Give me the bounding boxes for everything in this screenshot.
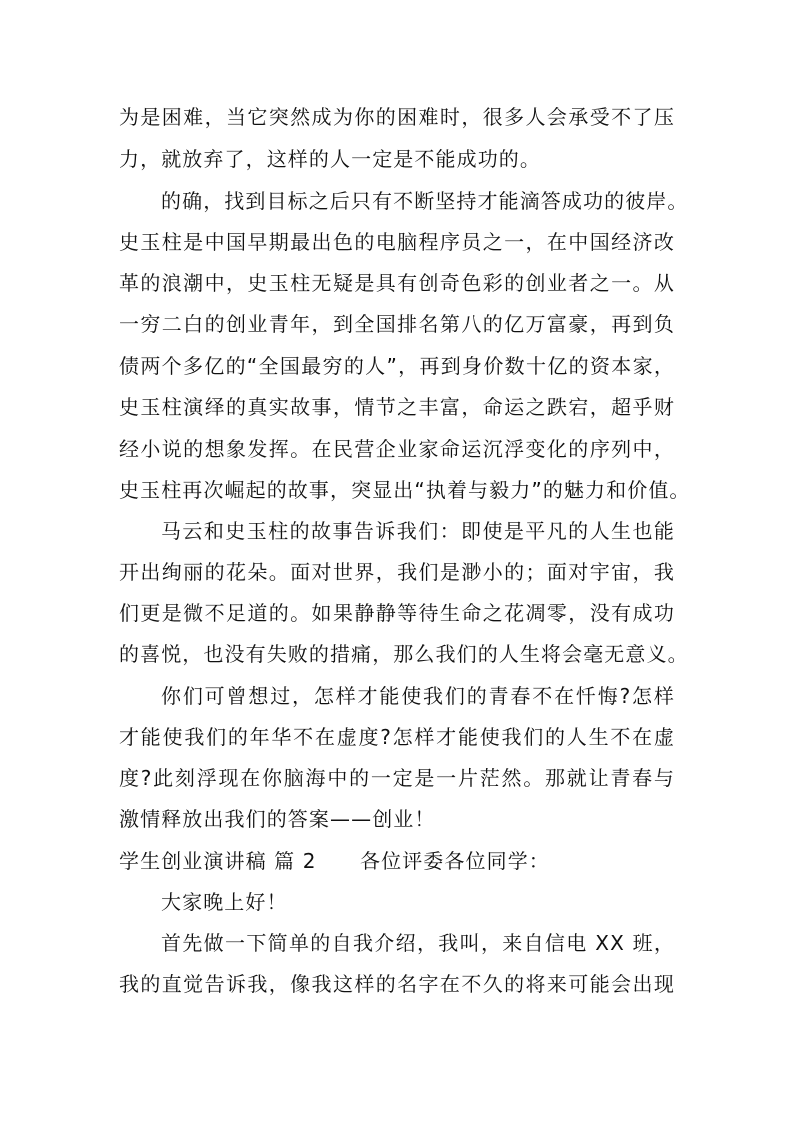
text-line: 为是困难，当它突然成为你的困难时，很多人会承受不了压 — [119, 105, 675, 129]
text-line: 们更是微不足道的。如果静静等待生命之花凋零，没有成功 — [119, 601, 675, 625]
text-line: 革的浪潮中，史玉柱无疑是具有创奇色彩的创业者之一。从 — [119, 271, 675, 295]
text-line: 力，就放弃了，这样的人一定是不能成功的。 — [119, 147, 541, 171]
text-line: 史玉柱演绎的真实故事，情节之丰富，命运之跌宕，超乎财 — [119, 395, 675, 419]
text-line: 大家晚上好！ — [161, 890, 288, 914]
text-line: 度?此刻浮现在你脑海中的一定是一片茫然。那就让青春与 — [119, 766, 675, 790]
text-line: 的喜悦，也没有失败的措痛，那么我们的人生将会毫无意义。 — [119, 642, 689, 666]
text-line: 才能使我们的年华不在虚度?怎样才能使我们的人生不在虚 — [119, 725, 675, 749]
text-line: 一穷二白的创业青年，到全国排名第八的亿万富豪，再到负 — [119, 312, 675, 336]
text-line: 史玉柱再次崛起的故事，突显出“执着与毅力”的魅力和价值。 — [119, 478, 691, 502]
text-line: 我的直觉告诉我，像我这样的名字在不久的将来可能会出现 — [119, 972, 675, 996]
text-line: 激情释放出我们的答案——创业！ — [119, 807, 436, 831]
text-line: 经小说的想象发挥。在民营企业家命运沉浮变化的序列中， — [119, 437, 675, 461]
text-line: 马云和史玉柱的故事告诉我们：即使是平凡的人生也能 — [161, 519, 675, 543]
text-line: 史玉柱是中国早期最出色的电脑程序员之一，在中国经济改 — [119, 230, 675, 254]
text-line: 你们可曾想过，怎样才能使我们的青春不在忏悔?怎样 — [161, 684, 675, 708]
text-line: 债两个多亿的“全国最穷的人”，再到身价数十亿的资本家， — [119, 354, 675, 378]
salutation: 各位评委各位同学： — [360, 849, 550, 873]
text-line: 的确，找到目标之后只有不断坚持才能滴答成功的彼岸。 — [161, 189, 689, 213]
section-heading: 学生创业演讲稿 篇 2 — [119, 849, 317, 873]
text-line: 首先做一下简单的自我介绍，我叫，来自信电 XX 班， — [161, 931, 675, 955]
text-line: 开出绚丽的花朵。面对世界，我们是渺小的；面对宇宙，我 — [119, 560, 675, 584]
